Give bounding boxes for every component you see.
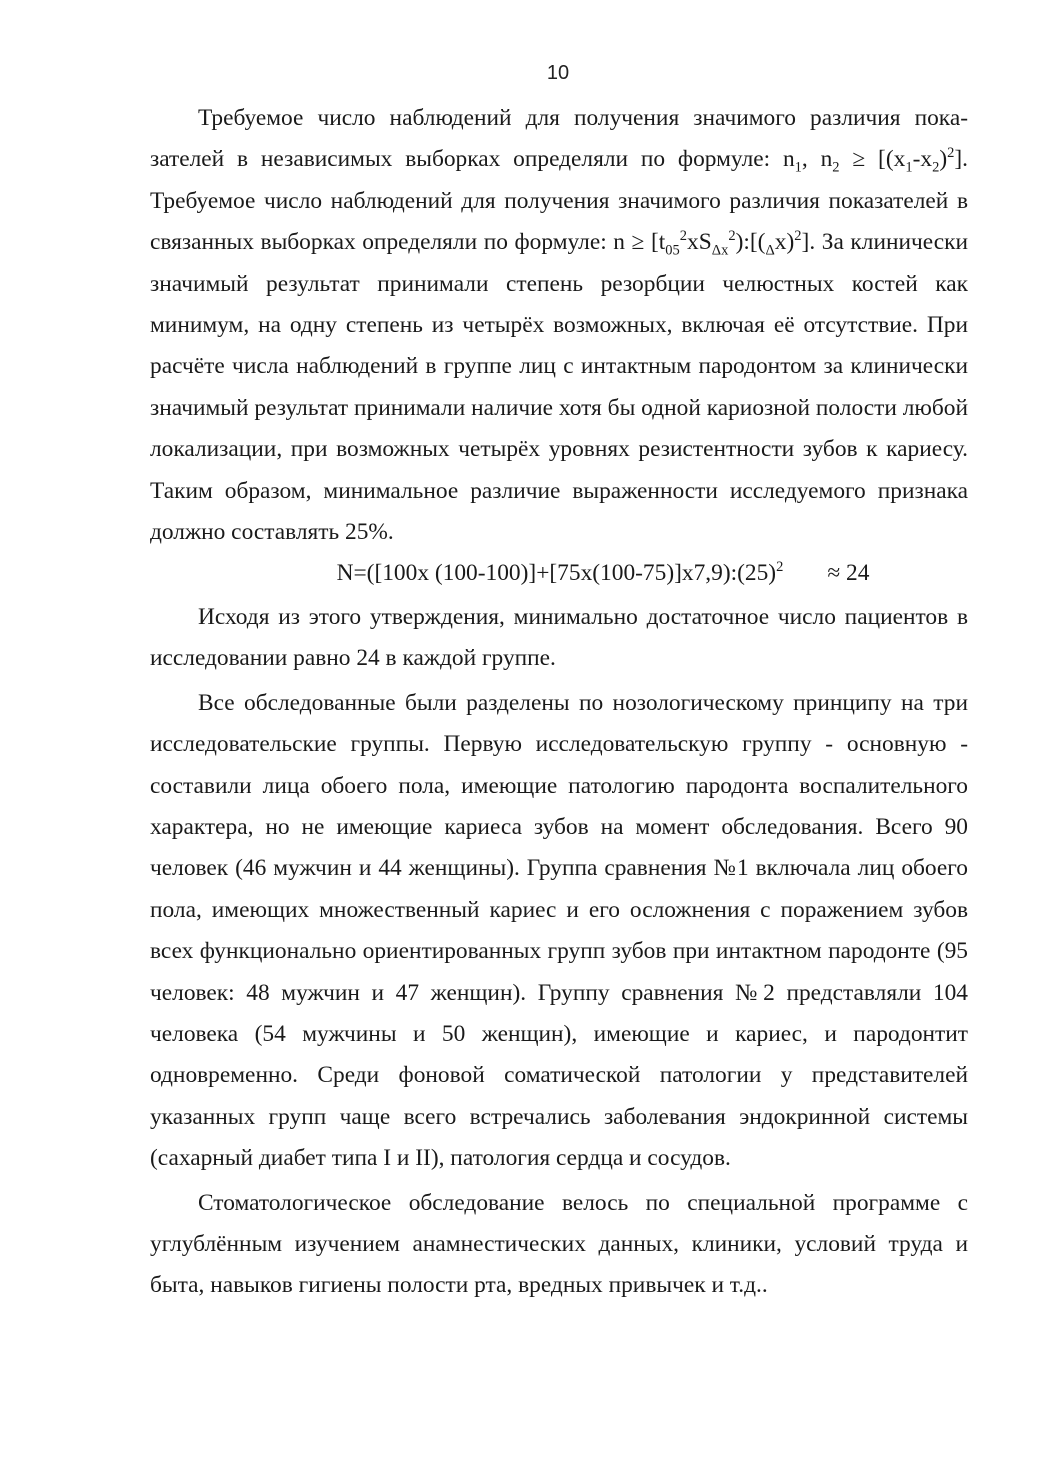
paragraph-text: ]. За клинически значимый результат принимали степень резорбции челюстных костей как минимум, на одну степень из четырёх возможных, включая её отсутствие. При расчёте числа наблюдений в группе лиц с интактным пародонтом за клинически значимый результат принимали наличие хотя бы одной кариозной полости любой локализации, при возможных четырёх уровнях резистентности зубов к кариесу. Таким образом, минимальное различие выраженности исследуемого признака должно составлять 25%. [150, 229, 969, 546]
paragraph-text: x) [774, 229, 795, 256]
paragraph-examination: Стоматологическое обследование велось по специальной программе с углублённым изучением анамнестических данных, клиники, условий труда и быта, навыков гигиены полости рта, вредных привычек и т.д.. [150, 1189, 968, 1299]
subscript: Δ [765, 242, 775, 259]
page-number: 10 [546, 62, 570, 84]
paragraph-sample-size [150, 98, 968, 553]
paragraph-text: ]. Требуемое число наблюдений для получения значимого различия показателей в связанных выборках определяли по формуле: n ≥ [t [150, 146, 968, 256]
paragraph-text: ) [939, 146, 948, 173]
superscript: 2 [947, 145, 955, 162]
formula-main: N=([100x (100-100)]+[75x(100-75)]x7,9):(25) [336, 560, 777, 587]
subscript: 1 [794, 160, 802, 177]
subscript: 2 [932, 160, 940, 177]
subscript: 05 [665, 242, 680, 259]
paragraph-text: xS [687, 229, 712, 256]
paragraph-text: ≥ [(x [839, 146, 906, 173]
paragraph-groups: Все обследованные были разделены по нозологическому принципу на три исследовательские группы. Первую исследовательскую группу - основную - составили лица обоего пола, имеющие патологию пародонта воспалительного характера, но не имеющие кариеса зубов на момент обследования. Всего 90 человек (46 мужчин и 44 женщины). Группа сравнения №1 включала лиц обоего пола, имеющих множественный кариес и его осложнения с поражением зубов всех функционально ориентированных групп зубов при интактном пародонте (95 человек: 48 мужчин и 47 женщин). Группу сравнения №2 представляли 104 человека (54 мужчины и 50 женщин), имеющие и кариес, и пародонтит одновременно. Среди фоновой соматической патологии у представителей указанных групп чаще всего встречались заболевания эндокринной системы (сахарный диабет типа I и II), патология сердца и сосудов. [150, 689, 968, 1172]
superscript: 2 [794, 228, 802, 245]
formula-superscript: 2 [776, 559, 784, 576]
paragraph-text: -x [912, 146, 933, 173]
paragraph-text: , n [801, 146, 833, 173]
body-text [150, 98, 968, 1307]
subscript: Δx [711, 242, 729, 259]
formula-result: ≈ 24 [827, 560, 870, 587]
subscript: 1 [905, 160, 913, 177]
formula-line [150, 553, 968, 594]
paragraph-conclusion: Исходя из этого утверждения, минимально достаточное число пациентов в исследовании равно 24 в каждой группе. [150, 603, 968, 672]
paragraph-text: Требуемое число наблюдений для получения значимого различия показателей в независимых выборках определяли по формуле: n [150, 105, 968, 173]
superscript: 2 [679, 228, 688, 245]
formula-group [249, 553, 870, 594]
paragraph-text: ):[( [735, 229, 766, 256]
superscript: 2 [728, 228, 736, 245]
subscript: 2 [832, 160, 840, 177]
